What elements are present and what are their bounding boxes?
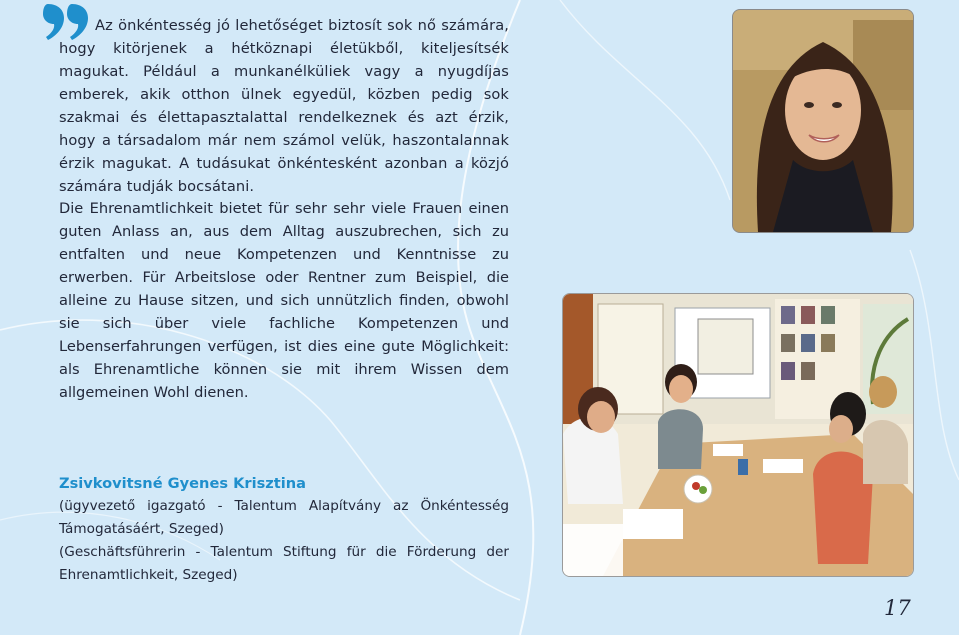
portrait-photo xyxy=(732,9,914,233)
author-name: Zsivkovitsné Gyenes Krisztina xyxy=(59,475,307,492)
author-role-hungarian: (ügyvezető igazgató - Talentum Alapítvány az Önkéntesség Támogatásáért, Szeged) xyxy=(59,498,509,537)
author-block xyxy=(59,472,509,587)
workshop-photo xyxy=(562,293,914,577)
quote-german: Die Ehrenamtlichkeit bietet für sehr sehr viele Frauen einen guten Anlass an, aus dem Alltag auszubrechen, sich zu entfalten und neue Kompetenzen und Kenntnisse zu erwerben. Für Arbeitslose oder Rentner zum Beispiel, die alleine zu Hause sitzen, und sich unnützlich finden, obwohl sie sich über viele fachliche Kompetenzen und Lebenserfahrungen verfügen, ist dies eine gute Möglichkeit: als Ehrenamtliche können sie mit ihrem Wissen dem allgemeinen Wohl dienen. xyxy=(59,200,509,401)
quote-hungarian xyxy=(59,14,509,198)
page-number: 17 xyxy=(884,596,911,620)
author-role-german: (Geschäftsführerin - Talentum Stiftung für die Förderung der Ehrenamtlichkeit, Szeged) xyxy=(59,544,509,583)
quote-hungarian-text: Az önkéntesség jó lehetőséget biztosít sok nő számára, hogy kitörjenek a hétköznapi életükből, kiteljesítsék magukat. Például a munkanélküliek vagy a nyugdíjas emberek, akik otthon ülnek egyedül, közben pedig sok szakmai és élettapasztalattal rendelkeznek és azt érzik, hogy a társadalom már nem számol velük, haszontalannak érzik magukat. A tudásukat önkéntesként azonban a közjó számára tudják bocsátani. xyxy=(59,17,509,195)
workshop-illustration xyxy=(563,294,913,576)
portrait-illustration xyxy=(733,10,913,232)
